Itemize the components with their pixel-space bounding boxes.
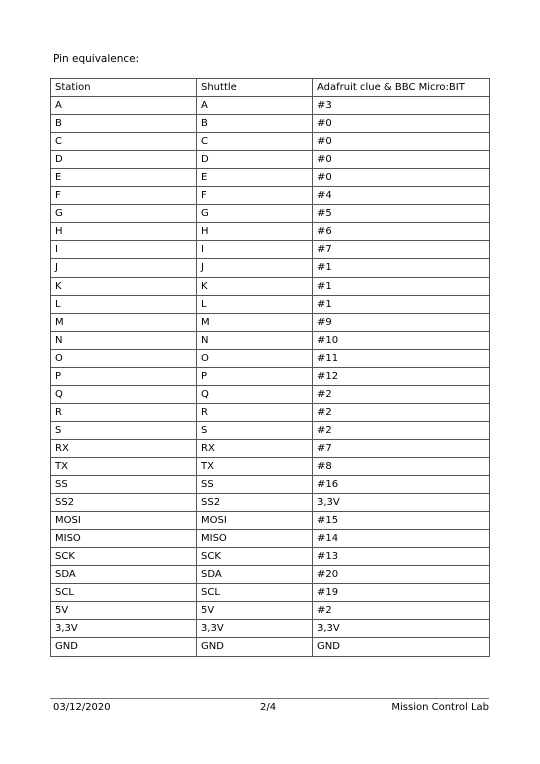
cell-station: MISO <box>51 530 197 548</box>
cell-station: L <box>51 295 197 313</box>
table-row <box>51 620 490 638</box>
cell-station: C <box>51 133 197 151</box>
table-row <box>51 457 490 475</box>
table-row <box>51 331 490 349</box>
cell-station: N <box>51 331 197 349</box>
cell-shuttle: M <box>197 313 313 331</box>
table-row <box>51 313 490 331</box>
cell-station: S <box>51 421 197 439</box>
cell-board-pin: #19 <box>313 584 490 602</box>
cell-shuttle: E <box>197 169 313 187</box>
table-row <box>51 439 490 457</box>
table-row <box>51 169 490 187</box>
pin-table-body <box>51 79 490 657</box>
cell-shuttle: SS <box>197 476 313 494</box>
header-station: Station <box>51 79 197 97</box>
cell-board-pin: #7 <box>313 241 490 259</box>
footer-page-number: 2/4 <box>260 702 277 713</box>
cell-board-pin: #5 <box>313 205 490 223</box>
cell-board-pin: #9 <box>313 313 490 331</box>
cell-board-pin: #2 <box>313 602 490 620</box>
table-row <box>51 223 490 241</box>
table-row <box>51 512 490 530</box>
cell-shuttle: I <box>197 241 313 259</box>
table-row <box>51 277 490 295</box>
cell-station: MOSI <box>51 512 197 530</box>
cell-shuttle: SCK <box>197 548 313 566</box>
cell-shuttle: MISO <box>197 530 313 548</box>
cell-shuttle: SS2 <box>197 494 313 512</box>
cell-shuttle: G <box>197 205 313 223</box>
cell-station: J <box>51 259 197 277</box>
cell-station: SS <box>51 476 197 494</box>
cell-station: E <box>51 169 197 187</box>
header-board-pin: Adafruit clue & BBC Micro:BIT <box>313 79 490 97</box>
cell-station: O <box>51 349 197 367</box>
footer-organization: Mission Control Lab <box>391 702 489 713</box>
cell-shuttle: O <box>197 349 313 367</box>
table-row <box>51 259 490 277</box>
table-row <box>51 494 490 512</box>
cell-board-pin: #11 <box>313 349 490 367</box>
table-row <box>51 241 490 259</box>
cell-shuttle: RX <box>197 439 313 457</box>
cell-station: M <box>51 313 197 331</box>
table-row <box>51 584 490 602</box>
cell-station: TX <box>51 457 197 475</box>
cell-board-pin: #0 <box>313 169 490 187</box>
cell-station: D <box>51 151 197 169</box>
cell-board-pin: 3,3V <box>313 494 490 512</box>
cell-station: B <box>51 115 197 133</box>
table-row <box>51 151 490 169</box>
table-row <box>51 476 490 494</box>
cell-station: H <box>51 223 197 241</box>
cell-board-pin: #8 <box>313 457 490 475</box>
cell-board-pin: #10 <box>313 331 490 349</box>
cell-station: SDA <box>51 566 197 584</box>
cell-shuttle: S <box>197 421 313 439</box>
table-row <box>51 385 490 403</box>
cell-station: K <box>51 277 197 295</box>
cell-shuttle: P <box>197 367 313 385</box>
table-row <box>51 349 490 367</box>
cell-board-pin: #7 <box>313 439 490 457</box>
cell-board-pin: #6 <box>313 223 490 241</box>
cell-station: Q <box>51 385 197 403</box>
cell-board-pin: #4 <box>313 187 490 205</box>
table-row <box>51 205 490 223</box>
cell-station: RX <box>51 439 197 457</box>
footer-date: 03/12/2020 <box>53 702 111 713</box>
cell-board-pin: #13 <box>313 548 490 566</box>
cell-shuttle: R <box>197 403 313 421</box>
cell-station: SS2 <box>51 494 197 512</box>
table-row <box>51 421 490 439</box>
page-title: Pin equivalence: <box>53 53 140 65</box>
cell-station: A <box>51 97 197 115</box>
cell-shuttle: 3,3V <box>197 620 313 638</box>
table-row <box>51 115 490 133</box>
table-row <box>51 187 490 205</box>
cell-shuttle: Q <box>197 385 313 403</box>
cell-board-pin: #3 <box>313 97 490 115</box>
cell-shuttle: C <box>197 133 313 151</box>
cell-station: 3,3V <box>51 620 197 638</box>
cell-shuttle: SCL <box>197 584 313 602</box>
cell-shuttle: SDA <box>197 566 313 584</box>
cell-shuttle: TX <box>197 457 313 475</box>
cell-shuttle: MOSI <box>197 512 313 530</box>
table-row <box>51 367 490 385</box>
cell-board-pin: #0 <box>313 133 490 151</box>
cell-board-pin: #16 <box>313 476 490 494</box>
cell-board-pin: #14 <box>313 530 490 548</box>
cell-board-pin: #0 <box>313 115 490 133</box>
table-row <box>51 530 490 548</box>
cell-station: GND <box>51 638 197 656</box>
cell-shuttle: A <box>197 97 313 115</box>
table-row <box>51 638 490 656</box>
table-row <box>51 133 490 151</box>
cell-board-pin: #2 <box>313 385 490 403</box>
cell-station: I <box>51 241 197 259</box>
cell-board-pin: #15 <box>313 512 490 530</box>
table-row <box>51 566 490 584</box>
cell-shuttle: GND <box>197 638 313 656</box>
table-header-row <box>51 79 490 97</box>
cell-shuttle: K <box>197 277 313 295</box>
cell-board-pin: #1 <box>313 259 490 277</box>
cell-station: SCK <box>51 548 197 566</box>
table-row <box>51 602 490 620</box>
table-row <box>51 295 490 313</box>
cell-station: G <box>51 205 197 223</box>
cell-shuttle: B <box>197 115 313 133</box>
pin-equivalence-table <box>50 78 490 657</box>
cell-shuttle: H <box>197 223 313 241</box>
cell-board-pin: #2 <box>313 403 490 421</box>
cell-station: P <box>51 367 197 385</box>
cell-board-pin: #2 <box>313 421 490 439</box>
header-shuttle: Shuttle <box>197 79 313 97</box>
cell-board-pin: GND <box>313 638 490 656</box>
cell-shuttle: F <box>197 187 313 205</box>
table-row <box>51 97 490 115</box>
cell-board-pin: 3,3V <box>313 620 490 638</box>
cell-board-pin: #1 <box>313 295 490 313</box>
cell-shuttle: D <box>197 151 313 169</box>
table-row <box>51 403 490 421</box>
cell-board-pin: #12 <box>313 367 490 385</box>
cell-shuttle: J <box>197 259 313 277</box>
cell-station: F <box>51 187 197 205</box>
footer-divider <box>50 698 489 699</box>
cell-board-pin: #0 <box>313 151 490 169</box>
cell-station: SCL <box>51 584 197 602</box>
cell-shuttle: N <box>197 331 313 349</box>
cell-station: 5V <box>51 602 197 620</box>
cell-station: R <box>51 403 197 421</box>
cell-shuttle: 5V <box>197 602 313 620</box>
cell-board-pin: #20 <box>313 566 490 584</box>
cell-board-pin: #1 <box>313 277 490 295</box>
cell-shuttle: L <box>197 295 313 313</box>
table-row <box>51 548 490 566</box>
